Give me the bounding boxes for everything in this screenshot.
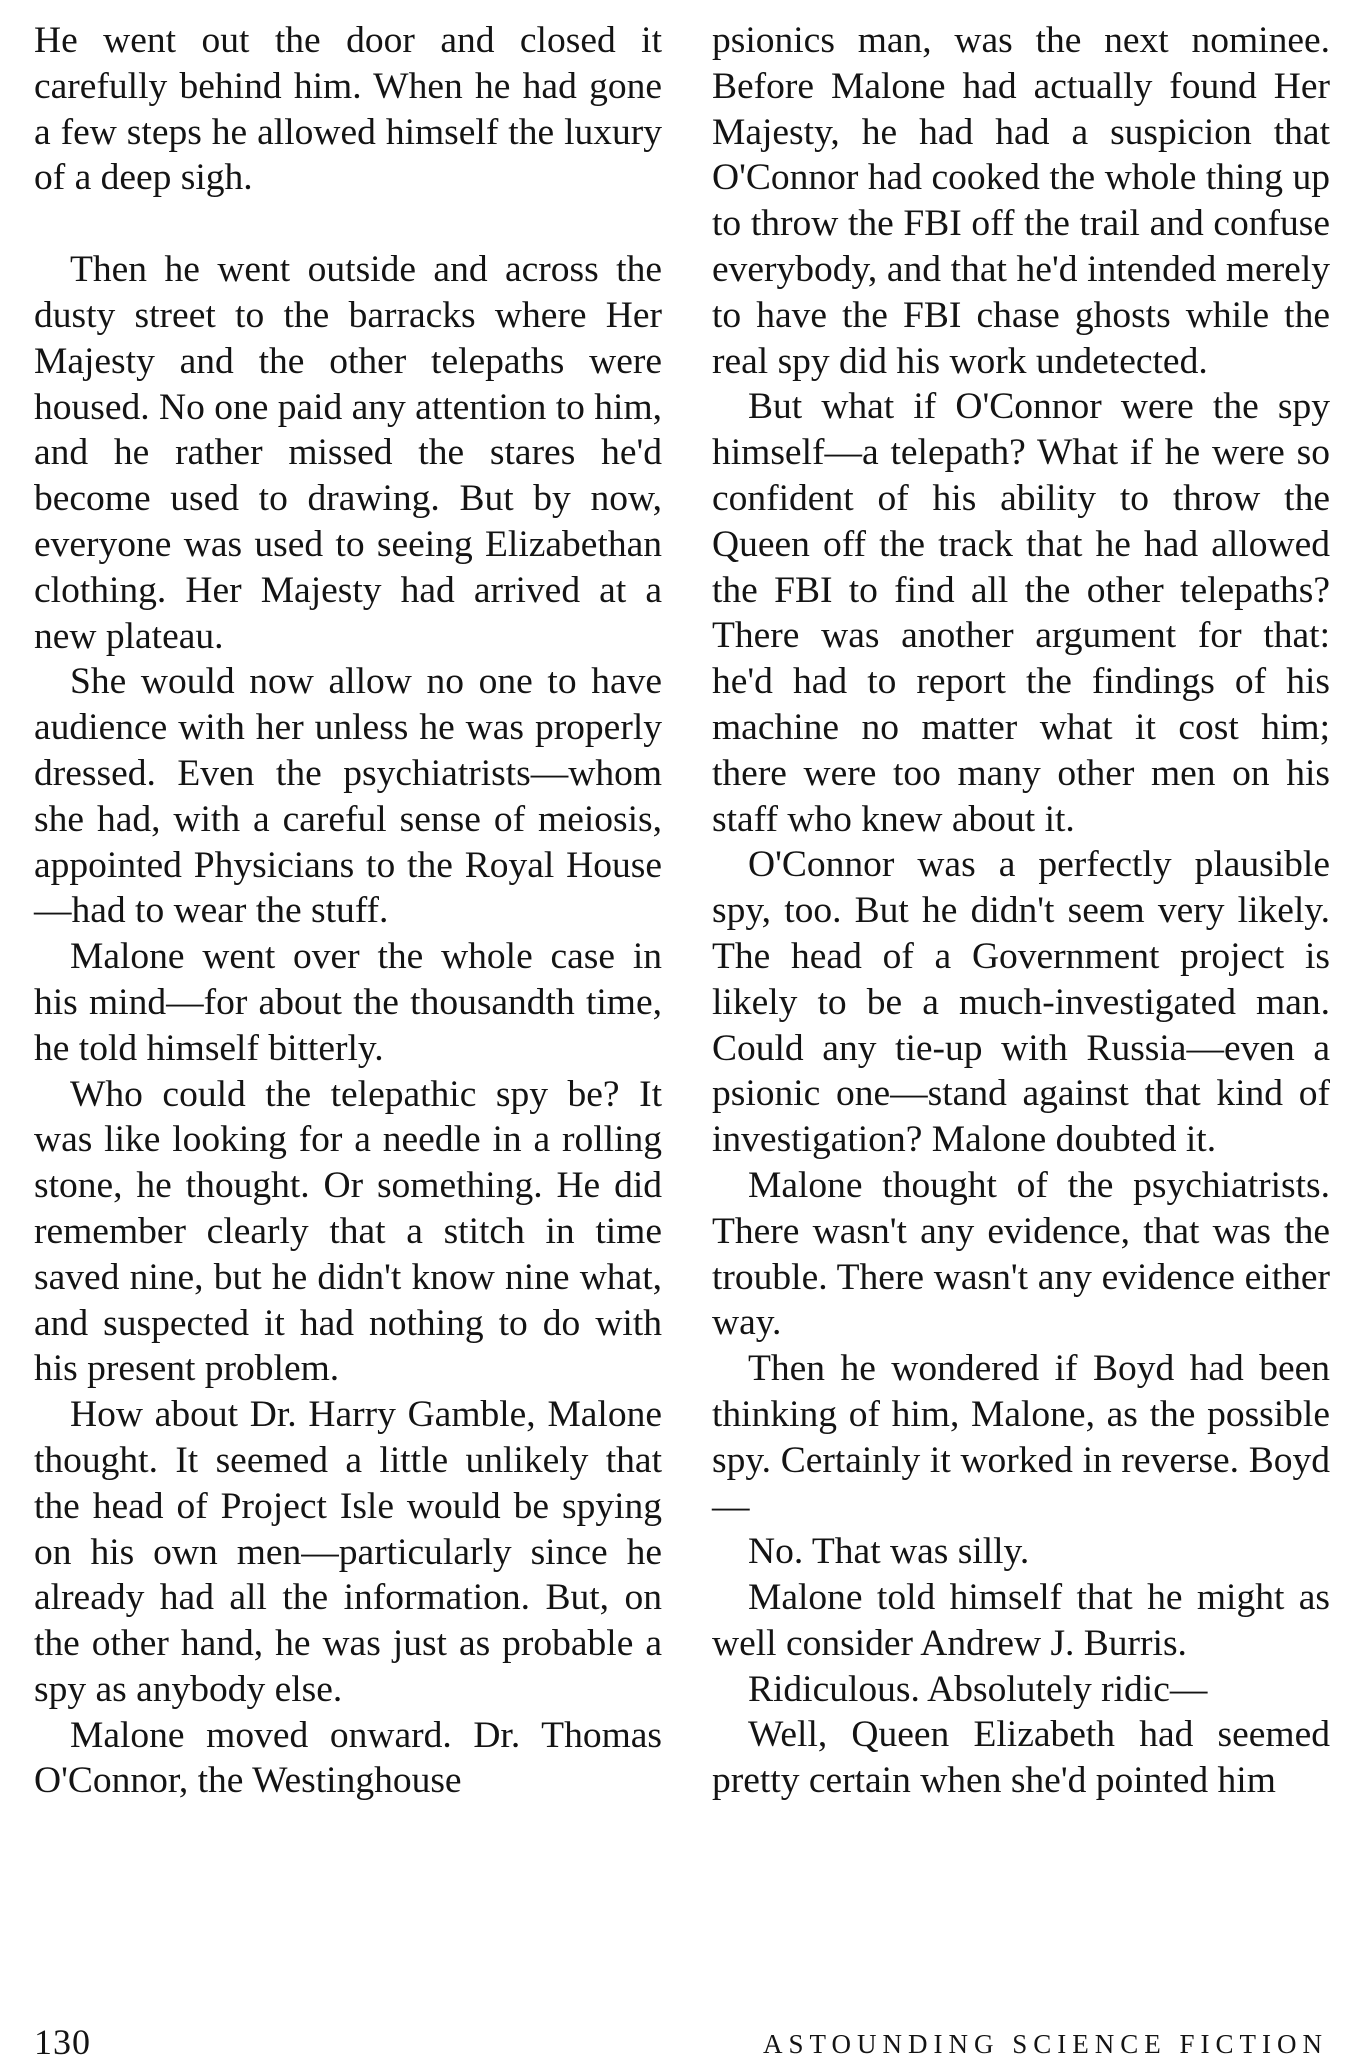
paragraph: Then he wondered if Boyd had been thinking of him, Malone, as the possible spy. Certainly it worked in reverse. Boyd— <box>712 1348 1330 1527</box>
paragraph: Malone told himself that he might as well consider Andrew J. Burris. <box>712 1577 1330 1664</box>
paragraph: psionics man, was the next nominee. Before Malone had actually found Her Majesty, he had had a suspicion that O'Connor had cooked the whole thing up to throw the FBI off the trail and confuse everybody, and that he'd intended merely to have the FBI chase ghosts while the real spy did his work undetected. <box>712 20 1330 382</box>
running-footer-title: ASTOUNDING SCIENCE FICTION <box>762 2029 1328 2059</box>
paragraph: She would now allow no one to have audience with her unless he was properly dressed. Even the psychiatrists—whom she had, with a careful sense of meiosis, appointed Physicians to the Royal House—had to wear the stuff. <box>34 661 662 932</box>
left-column <box>34 18 662 1804</box>
paragraph: O'Connor was a perfectly plausible spy, too. But he didn't seem very likely. The head of a Government project is likely to be a much-investigated man. Could any tie-up with Russia—even a psionic one—stand against that kind of investigation? Malone doubted it. <box>712 844 1330 1161</box>
paragraph: Ridiculous. Absolutely ridic— <box>748 1668 1208 1710</box>
paragraph: He went out the door and closed it carefully behind him. When he had gone a few steps he allowed himself the luxury of a deep sigh. <box>34 20 662 199</box>
paragraph: Who could the telepathic spy be? It was like looking for a needle in a rolling stone, he thought. Or something. He did remember clearly that a stitch in time saved nine, but he didn't know nine what, and suspected it had nothing to do with his present problem. <box>34 1073 662 1390</box>
paragraph: Malone thought of the psychiatrists. There wasn't any evidence, that was the trouble. There wasn't any evidence either way. <box>712 1164 1330 1344</box>
paragraph: Then he went outside and across the dusty street to the barracks where Her Majesty and the other telepaths were housed. No one paid any attention to him, and he rather missed the stares he'd become used to drawing. But by now, everyone was used to seeing Elizabethan clothing. Her Majesty had arrived at a new plateau. <box>34 249 663 657</box>
right-column <box>712 18 1330 1804</box>
paragraph: Malone moved onward. Dr. Thomas O'Connor, the Westinghouse <box>34 1714 662 1802</box>
paragraph: How about Dr. Harry Gamble, Malone thought. It seemed a little unlikely that the head of Project Isle would be spying on his own men—particularly since he already had all the information. But, on the other hand, he was just as probable a spy as anybody else. <box>34 1394 662 1710</box>
paragraph: Malone went over the whole case in his mind—for about the thousandth time, he told himself bitterly. <box>34 936 662 1069</box>
paragraph: Well, Queen Elizabeth had seemed pretty certain when she'd pointed him <box>712 1714 1330 1802</box>
page-number: 130 <box>34 2022 91 2062</box>
paragraph: No. That was silly. <box>748 1531 1030 1573</box>
paragraph: But what if O'Connor were the spy himself—a telepath? What if he were so confident of his ability to throw the Queen off the track that he had allowed the FBI to find all the other telepaths? There was another argument for that: he'd had to report the findings of his machine no matter what it cost him; there were too many other men on his staff who knew about it. <box>712 386 1330 840</box>
